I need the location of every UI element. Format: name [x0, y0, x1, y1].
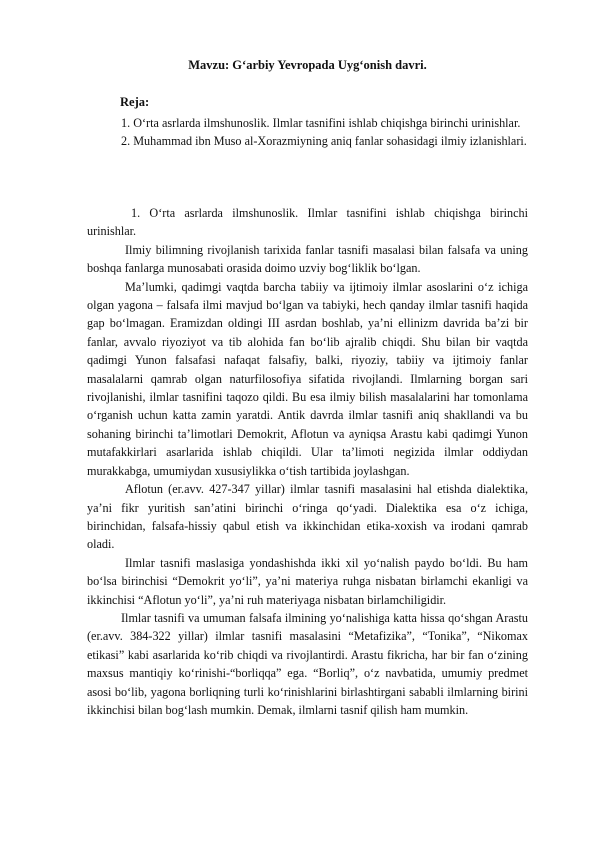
body-paragraph: Ilmlar tasnifi maslasiga yondashishda ikki xil yo‘nalish paydo bo‘ldi. Bu ham bo‘lsa birinchisi “Demokrit yo‘li”, ya’ni materiya ruhga nisbatan birlamchi ekanligi va ikkinchisi “Aflotun yo‘li”, ya’ni ruh materiyaga nisbatan birlamchiligidir. — [87, 555, 528, 607]
body-paragraph: Aflotun (er.avv. 427-347 yillar) ilmlar tasnifi masalasini hal etishda dialektika, ya’ni fikr yuritish san’atini birinchi o‘ringa qo‘yadi. Dialektika esa o‘z ichiga, birinchidan, falsafa-hissiy qabul etish va ikkinchidan etika-xoxish va irodani qamrab oladi. — [87, 482, 528, 552]
body-paragraph: Ma’lumki, qadimgi vaqtda barcha tabiiy va ijtimoiy ilmlar asoslarini o‘z ichiga olgan yagona – falsafa ilmi mavjud bo‘lgan va tabiyki, hech qanday ilmlar tasnifi haqida gap bo‘lmagan. Eramizdan oldingi III asrdan boshlab, ya’ni ellinizm davrida ba’zi bir fanlar, avvalo riyoziyot va tib alohida fan bo‘lib ajralib chiqdi. Shu bilan bir vaqtda qadimgi Yunon falsafasi nafaqat falsafiy, balki, riyoziy, tabiiy va ijtimoiy fanlar masalalarni qamrab olgan naturfilosofiya sifatida rivojlandi. Ilmlarning borgan sari rivojlanishi, ilmlar tasnifini taqozo qildi. Bu esa ilmiy bilish masalalarini har tomonlama o‘rganish uchun katta zamin yaratdi. Antik davrda ilmlar tasnifi aniq shakllandi va bu sohaning birinchi ta’limotlari Demokrit, Aflotun va ayniqsa Arastu kabi qadimgi Yunon mutafakkirlari asarlarida ishlab chiqildi. Ular ta’limoti negizida ilmlar oddiydan murakkabga, umumiydan xususiylikka o‘tish tartibida joylashgan. — [87, 279, 528, 478]
plan-list — [87, 114, 528, 151]
document-body — [87, 204, 528, 719]
plan-heading: Reja: — [120, 95, 150, 109]
body-paragraph: Ilmiy bilimning rivojlanish tarixida fanlar tasnifi masalasi bilan falsafa va uning boshqa fanlarga munosabati orasida doimo uzviy bog‘liklik bo‘lgan. — [87, 242, 528, 276]
body-paragraph: Ilmlar tasnifi va umuman falsafa ilmining yo‘nalishiga katta hissa qo‘shgan Arastu (er.avv. 384-322 yillar) ilmlar tasnifi masalasini “Metafizika”, “Tonika”, “Nikomax etikasi” kabi asarlarida ko‘rib chiqdi va rivojlantirdi. Arastu fikricha, har bir fan o‘zining maxsus mantiqiy ko‘rinishi-“borliqqa” ega. “Borliq”, o‘z navbatida, umumiy predmet asosi bo‘lib, yagona borliqning turli ko‘rinishlarini birlashtirgani sababli ilmlarning birini ikkinchisi bilan bog‘lash mumkin. Demak, ilmlarni tasnif qilish ham mumkin. — [87, 610, 528, 717]
document-title: Mavzu: G‘arbiy Yevropada Uyg‘onish davri. — [188, 58, 427, 72]
plan-item: 1. O‘rta asrlarda ilmshunoslik. Ilmlar tasnifini ishlab chiqishga birinchi urinishlar. — [121, 116, 521, 130]
section-heading-paragraph: 1. O‘rta asrlarda ilmshunoslik. Ilmlar tasnifini ishlab chiqishga birinchi urinishlar. — [87, 206, 528, 239]
plan-item: 2. Muhammad ibn Muso al-Xorazmiyning aniq fanlar sohasidagi ilmiy izlanishlari. — [121, 134, 527, 149]
